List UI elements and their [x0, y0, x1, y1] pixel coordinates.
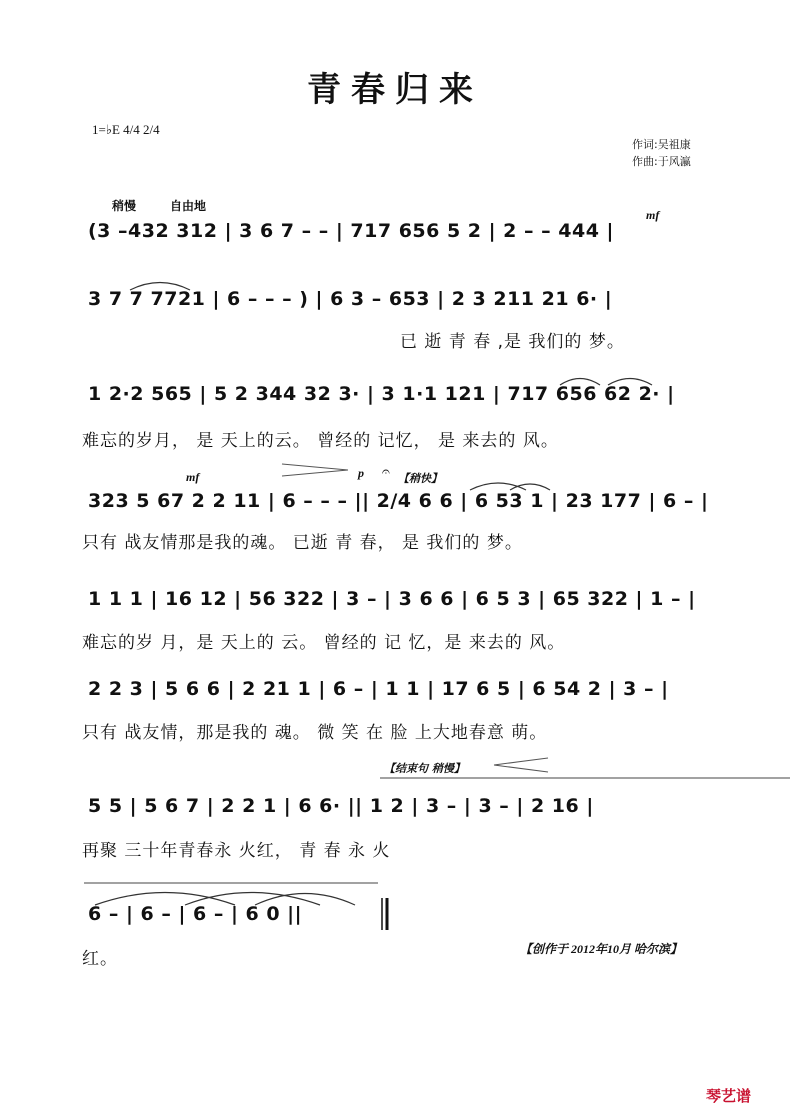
slur-marks [95, 283, 652, 906]
page-title: 青春归来 [307, 70, 483, 110]
notation-line-3: 1 2·2 565 | 5 2 344 32 3· | 3 1·1 121 | 717 656 62 2· | [88, 383, 675, 405]
tempo-slow: 稍慢 [112, 199, 137, 213]
notation-line-4: 323 5 67 2 2 11 | 6 – – – || 2/4 6 6 | 6 53 1 | 23 177 | 6 – | [88, 490, 709, 512]
key-signature: 1=♭E 4/4 2/4 [92, 122, 160, 137]
composition-note: 【创作于 2012年10月 哈尔滨】 [520, 942, 683, 956]
dynamic-mf-2: mf [186, 470, 200, 484]
notation-line-2: 3 7 7 7721 | 6 – – – ) | 6 3 – 653 | 2 3 211 21 6· | [88, 288, 613, 310]
tempo-faster: 【稍快】 [398, 472, 442, 485]
notation-line-8: 6 – | 6 – | 6 – | 6 0 || [88, 903, 303, 925]
notation-line-6: 2 2 3 | 5 6 6 | 2 21 1 | 6 – | 1 1 | 17 6 5 | 6 54 2 | 3 – | [88, 678, 669, 700]
lyrics-line-6: 只有 战友情，那是我的 魂。 微 笑 在 脸 上大地春意 萌。 [82, 723, 548, 743]
lyrics-line-8: 红。 [82, 949, 118, 969]
ending-hairpin [494, 758, 548, 772]
tempo-ending: 【结束句 稍慢】 [384, 762, 465, 775]
lyrics-line-5: 难忘的岁 月，是 天上的 云。 曾经的 记 忆，是 来去的 风。 [82, 633, 566, 653]
dynamic-p: p [358, 466, 364, 480]
lyrics-line-3: 难忘的岁月， 是 天上的云。 曾经的 记忆， 是 来去的 风。 [82, 431, 559, 451]
notation-line-1: (3 –432 312 | 3 6 7 – – | 717 656 5 2 | 2 – – 444 | [88, 220, 614, 242]
watermark-logo: 琴艺谱 [706, 1087, 752, 1105]
notation-line-7: 5 5 | 5 6 7 | 2 2 1 | 6 6· || 1 2 | 3 – | 3 – | 2 16 | [88, 795, 594, 817]
composer-credit: 作曲:于风瀛 [632, 155, 691, 168]
decrescendo-hairpin [282, 464, 348, 476]
lyrics-line-2: 已 逝 青 春 ,是 我们的 梦。 [400, 332, 625, 352]
lyrics-line-4: 只有 战友情那是我的魂。 已逝 青 春， 是 我们的 梦。 [82, 533, 523, 553]
lyrics-line-7: 再聚 三十年青春永 火红， 青 春 永 火 [82, 841, 391, 861]
lyricist-credit: 作词:吴祖康 [632, 138, 691, 151]
final-double-bar [382, 898, 387, 930]
dynamic-mf: mf [646, 208, 660, 222]
fermata-icon: 𝄐 [382, 464, 390, 480]
notation-line-5: 1 1 1 | 16 12 | 56 322 | 3 – | 3 6 6 | 6 5 3 | 65 322 | 1 – | [88, 588, 696, 610]
tempo-free: 自由地 [170, 199, 207, 213]
